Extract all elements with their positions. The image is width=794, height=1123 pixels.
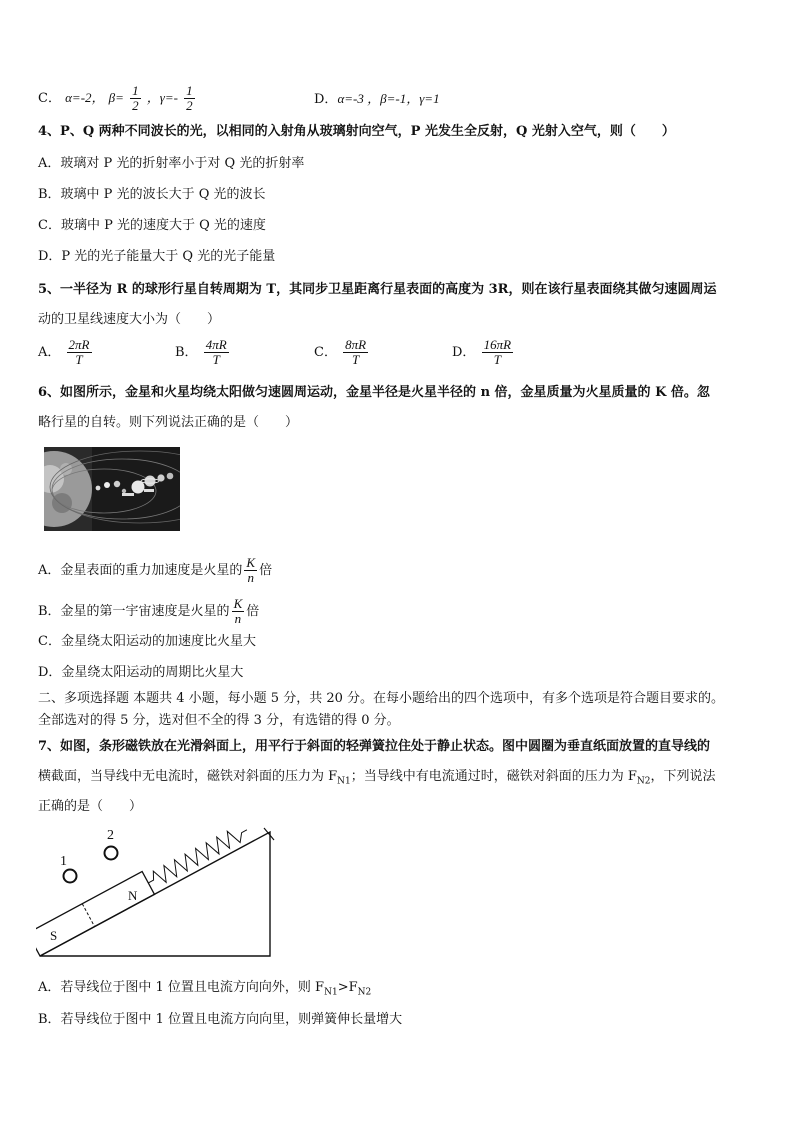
q6-option-b — [38, 597, 259, 626]
beta-prefix: β= — [108, 90, 124, 105]
fraction-denominator: T — [351, 352, 360, 367]
magnet-divider — [82, 904, 94, 927]
beta-numerator: 1 — [132, 83, 139, 98]
gamma-fraction — [184, 84, 195, 113]
beta-fraction — [130, 84, 141, 113]
q7-stem-line1: 7、如图，条形磁铁放在光滑斜面上，用平行于斜面的轻弹簧拉住处于静止状态。图中圆圈为垂直纸面放置的直导线的 — [38, 739, 711, 754]
stem-text: ，下列说法 — [650, 769, 716, 784]
section2-line1: 二、多项选择题 本题共 4 小题，每小题 5 分，共 20 分。在每小题给出的四个选项中，有多个选项是符合题目要求的。 — [38, 691, 725, 706]
q5-option-b — [175, 338, 231, 367]
option-suffix: 倍 — [246, 604, 260, 619]
subscript-n1: N1 — [337, 776, 351, 787]
option-fraction — [343, 338, 368, 367]
fraction-numerator: 16πR — [483, 337, 512, 352]
option-text: >F — [337, 980, 358, 995]
q4-option-c: C．玻璃中 P 光的速度大于 Q 光的速度 — [38, 218, 266, 233]
option-text: α=-3 ，β=-1，γ=1 — [337, 91, 440, 106]
option-fraction — [232, 597, 245, 626]
q6-option-a — [38, 556, 272, 585]
q5-stem-line1: 5、一半径为 R 的球形行星自转周期为 T，其同步卫星距离行星表面的高度为 3R，则在该行星表面绕其做匀速圆周运 — [38, 282, 717, 297]
fraction-denominator: n — [247, 570, 254, 585]
beta-denominator: 2 — [132, 98, 139, 113]
q3-option-c — [38, 84, 197, 113]
q6-option-d: D．金星绕太阳运动的周期比火星大 — [38, 665, 244, 680]
option-label: C． — [314, 345, 337, 360]
magnet-label-s: S — [50, 928, 58, 943]
option-label: D． — [314, 92, 338, 107]
stem-text: 横截面，当导线中无电流时，磁铁对斜面的压力为 F — [38, 769, 338, 784]
spring — [145, 826, 251, 890]
fraction-numerator: 4πR — [205, 337, 227, 352]
solar-system-image — [44, 447, 180, 531]
fraction-denominator: T — [493, 352, 501, 367]
alpha-value: α=-2， — [65, 90, 105, 105]
option-fraction — [244, 556, 257, 585]
option-text: A．若导线位于图中 1 位置且电流方向向外，则 F — [38, 980, 325, 995]
q6-stem-line1: 6、如图所示，金星和火星均绕太阳做匀速圆周运动，金星半径是火星半径的 n 倍，金星质量为火星质量的 K 倍。忽 — [38, 385, 710, 400]
q4-option-b: B．玻璃中 P 光的波长大于 Q 光的波长 — [38, 187, 266, 202]
section2-line2: 全部选对的得 5 分，选对但不全的得 3 分，有选错的得 0 分。 — [38, 713, 400, 728]
q7-option-a — [38, 979, 371, 1002]
gamma-prefix: ，γ=- — [146, 90, 178, 105]
option-fraction — [67, 338, 92, 367]
option-label: B． — [175, 345, 198, 360]
wire-position-2 — [105, 847, 118, 860]
fraction-denominator: T — [212, 352, 220, 367]
q7-stem-line2 — [38, 768, 716, 791]
q4-option-a: A．玻璃对 P 光的折射率小于对 Q 光的折射率 — [38, 156, 305, 171]
fraction-denominator: n — [234, 611, 242, 626]
q4-option-d: D．P 光的光子能量大于 Q 光的光子能量 — [38, 249, 276, 264]
solar-system-illustration — [44, 447, 180, 531]
option-label: C． — [38, 91, 61, 106]
wire-label-1: 1 — [60, 854, 67, 869]
option-text: B．金星的第一宇宙速度是火星的 — [38, 604, 230, 619]
gamma-numerator: 1 — [186, 83, 193, 98]
wire-label-2: 2 — [107, 828, 114, 843]
q5-option-a — [38, 338, 94, 367]
q4-stem: 4、P、Q 两种不同波长的光，以相同的入射角从玻璃射向空气，P 光发生全反射，Q 光射入空气，则（ ） — [38, 124, 675, 139]
wire-position-1 — [64, 870, 77, 883]
magnet-label-n: N — [128, 888, 138, 903]
option-fraction — [204, 338, 229, 367]
fraction-numerator: K — [246, 555, 256, 570]
q5-option-d — [452, 338, 515, 367]
fraction-numerator: 2πR — [68, 337, 90, 352]
option-text: A．金星表面的重力加速度是火星的 — [38, 563, 243, 578]
q7-stem-line3: 正确的是（ ） — [38, 799, 143, 814]
subscript-n1: N1 — [324, 987, 338, 998]
q5-stem-line2: 动的卫星线速度大小为（ ） — [38, 312, 221, 327]
subscript-n2: N2 — [357, 987, 372, 998]
q3-option-d — [314, 88, 440, 107]
option-suffix: 倍 — [259, 563, 273, 578]
q7-option-b: B．若导线位于图中 1 位置且电流方向向里，则弹簧伸长量增大 — [38, 1012, 403, 1027]
option-label: A． — [38, 345, 61, 360]
gamma-denominator: 2 — [186, 98, 193, 113]
q6-option-c: C．金星绕太阳运动的加速度比火星大 — [38, 634, 256, 649]
fraction-denominator: T — [75, 352, 83, 367]
fraction-numerator: 8πR — [345, 337, 367, 352]
fraction-numerator: K — [233, 596, 243, 611]
option-label: D． — [452, 345, 476, 360]
option-fraction — [482, 338, 513, 367]
magnet-incline-figure — [36, 826, 276, 958]
subscript-n2: N2 — [636, 776, 651, 787]
stem-text: ；当导线中有电流通过时，磁铁对斜面的压力为 F — [350, 769, 637, 784]
incline-diagram — [36, 826, 276, 958]
q6-stem-line2: 略行星的自转。则下列说法正确的是（ ） — [38, 415, 299, 430]
q5-option-c — [314, 338, 370, 367]
